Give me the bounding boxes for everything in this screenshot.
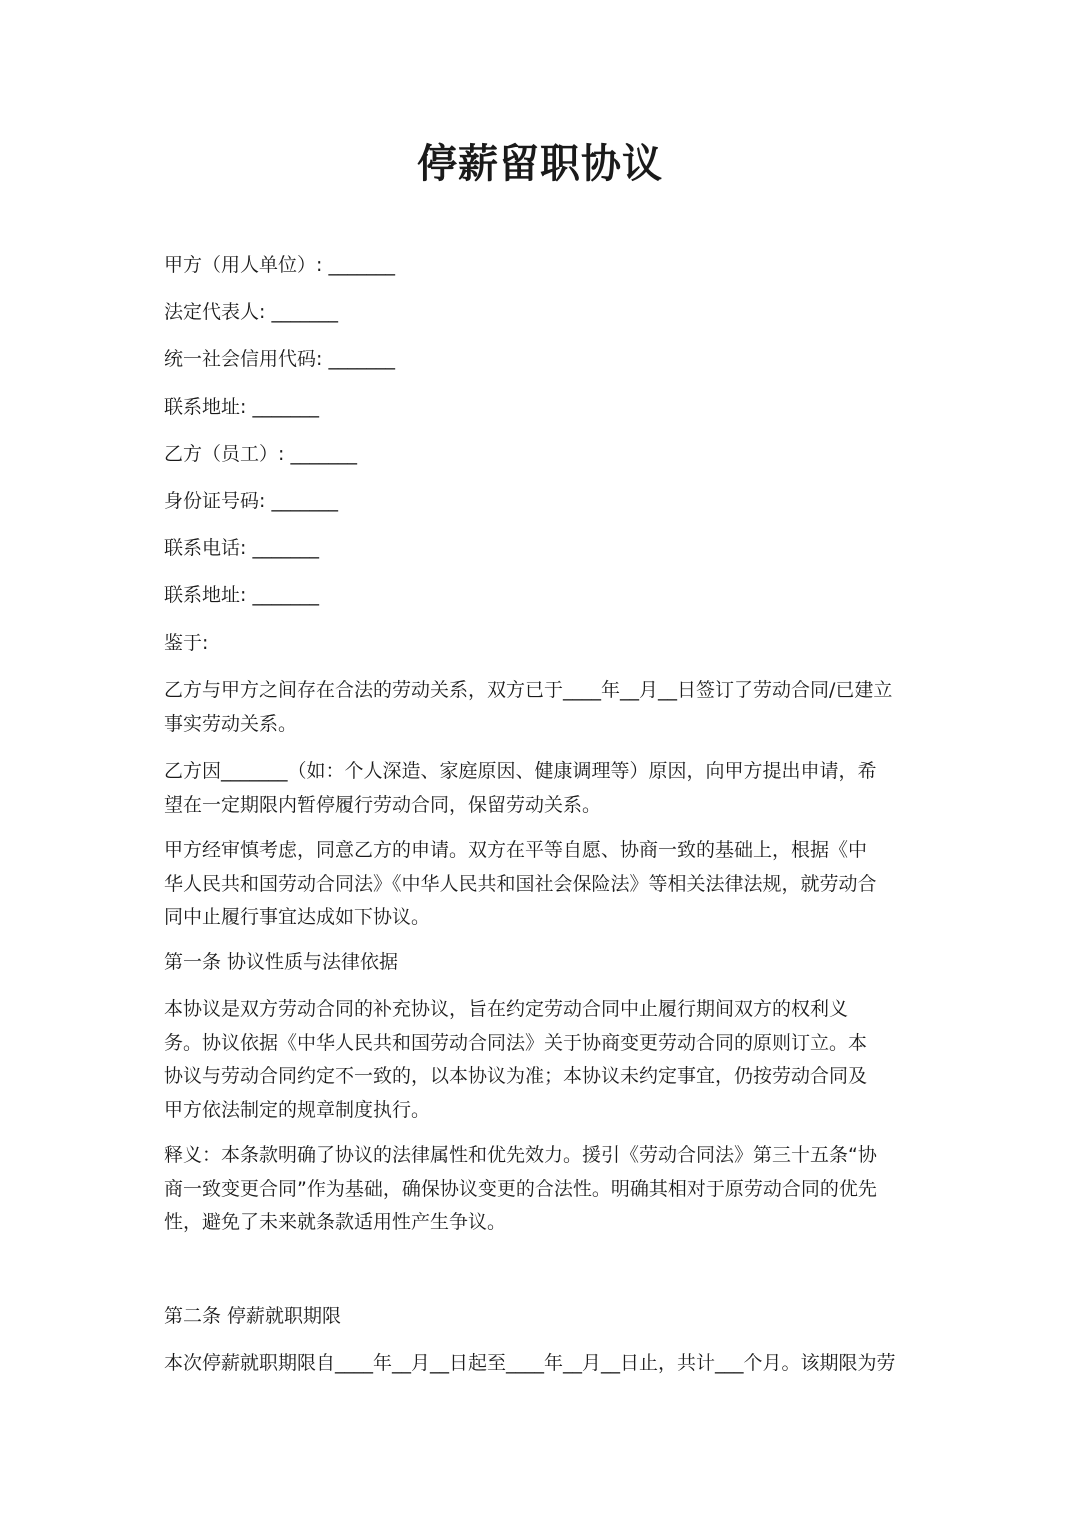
article-1-note [164, 1139, 924, 1240]
article-2-heading: 第二条 停薪就职期限 [164, 1305, 342, 1327]
legal-representative-field: 法定代表人: _______ [164, 301, 338, 323]
text-line: 乙方因_______（如：个人深造、家庭原因、健康调理等）原因，向甲方提出申请，希 [164, 760, 877, 782]
whereas-label: 鉴于: [164, 632, 209, 654]
party-a-address-field: 联系地址: _______ [164, 396, 319, 418]
text-line: 望在一定期限内暂停履行劳动合同，保留劳动关系。 [164, 793, 602, 816]
text-line: 华人民共和国劳动合同法》《中华人民共和国社会保险法》等相关法律法规，就劳动合 [164, 872, 877, 895]
text-line: 协议与劳动合同约定不一致的，以本协议为准；本协议未约定事宜，仍按劳动合同及 [164, 1065, 868, 1087]
text-line: 甲方经审慎考虑，同意乙方的申请。双方在平等自愿、协商一致的基础上，根据《中 [164, 839, 868, 861]
whereas-paragraph-3 [164, 834, 924, 935]
party-a-name-field: 甲方（用人单位）: _______ [164, 254, 395, 276]
text-line: 事实劳动关系。 [164, 712, 298, 735]
text-line: 同中止履行事宜达成如下协议。 [164, 906, 431, 928]
phone-field: 联系电话: _______ [164, 537, 319, 559]
article-2-body [164, 1347, 924, 1381]
text-line: 本协议是双方劳动合同的补充协议，旨在约定劳动合同中止履行期间双方的权利义 [164, 998, 849, 1020]
text-line: 性，避免了未来就条款适用性产生争议。 [164, 1211, 507, 1233]
credit-code-field: 统一社会信用代码: _______ [164, 348, 395, 370]
party-b-address-field: 联系地址: _______ [164, 584, 319, 606]
text-line: 务。协议依据《中华人民共和国劳动合同法》关于协商变更劳动合同的原则订立。本 [164, 1031, 868, 1054]
whereas-paragraph-2 [164, 755, 924, 822]
text-line: 乙方与甲方之间存在合法的劳动关系，双方已于____年__月__日签订了劳动合同/已建立 [164, 679, 893, 701]
party-b-name-field: 乙方（员工）: _______ [164, 443, 357, 465]
text-line: 本次停薪就职期限自____年__月__日起至____年__月__日止，共计___个月。该期限为劳 [164, 1352, 896, 1374]
article-1-body [164, 993, 924, 1127]
document-title: 停薪留职协议 [417, 141, 663, 187]
whereas-paragraph-1 [164, 674, 924, 741]
id-number-field: 身份证号码: _______ [164, 490, 338, 512]
text-line: 商一致变更合同”作为基础，确保协议变更的合法性。明确其相对于原劳动合同的优先 [164, 1177, 877, 1200]
text-line: 甲方依法制定的规章制度执行。 [164, 1098, 431, 1121]
article-1-heading: 第一条 协议性质与法律依据 [164, 951, 399, 973]
text-line: 释义：本条款明确了协议的法律属性和优先效力。援引《劳动合同法》第三十五条“协 [164, 1144, 877, 1166]
